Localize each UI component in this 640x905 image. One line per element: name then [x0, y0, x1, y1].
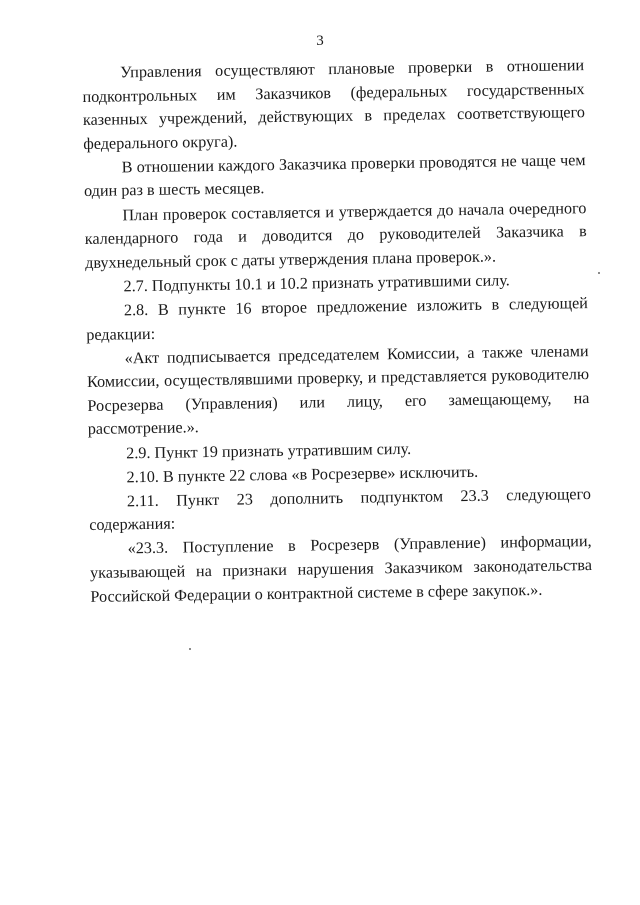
scan-speck [598, 272, 600, 274]
paragraph-frequency: В отношении каждого Заказчика проверки проводятся не чаще чем один раз в шесть месяцев. [83, 150, 586, 201]
scan-speck [189, 648, 191, 650]
paragraph-2-10: 2.10. В пункте 22 слова «в Росрезерве» исключить. [126, 462, 479, 486]
paragraph-plan-approval: План проверок составляется и утверждается до начала очередного календарного года и доводится до руководителей Заказчика в двухнедельный срок с даты утверждения плана проверок.». [84, 198, 587, 272]
document-body [82, 54, 593, 609]
paragraph-2-7: 2.7. Подпункты 10.1 и 10.2 признать утратившими силу. [123, 271, 510, 296]
paragraph-act-quote: «Акт подписывается председателем Комиссии, а также членами Комиссии, осуществлявшими проверку, и представляется руководителю Росрезерва (Управления) или лицу, его замещающему, на рассмотрение.». [86, 341, 590, 439]
paragraph-2-9: 2.9. Пункт 19 признать утратившим силу. [126, 439, 412, 462]
paragraph-2-8: 2.8. В пункте 16 второе предложение изложить в следующей редакции: [86, 294, 588, 344]
paragraph-inspections-plan: Управления осуществляют плановые проверки в отношении подконтрольных им Заказчиков (федеральных государственных казенных учреждений, действующих в пределах соответствующего федерального округа). [82, 56, 585, 153]
page-number: 3 [316, 33, 324, 49]
paragraph-23-3-quote: «23.3. Поступление в Росрезерв (Управление) информации, указывающей на признаки нарушения Заказчиком законодательства Российской Федерации о контрактной системе в сфере закупок.». [89, 532, 593, 606]
paragraph-2-11: 2.11. Пункт 23 дополнить подпунктом 23.3 следующего содержания: [89, 484, 591, 535]
